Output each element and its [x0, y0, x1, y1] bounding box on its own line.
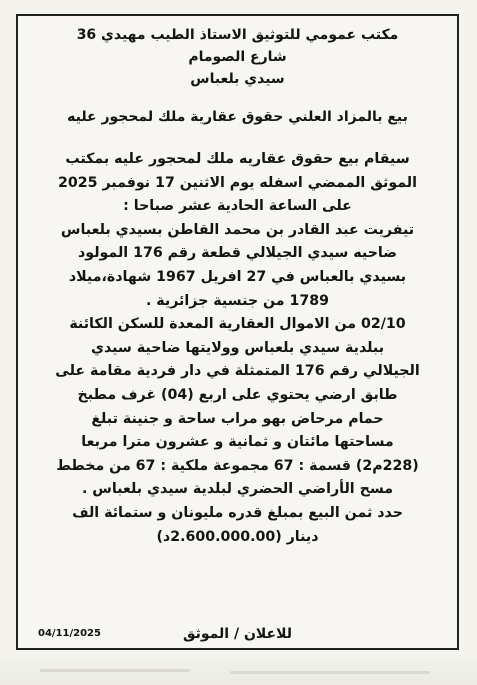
- body-line: تيفريت عبد القادر بن محمد القاطن بسيدي بلعباس: [60, 221, 415, 238]
- office-name: مكتب عمومي للتوثيق الاستاذ الطيب مهيدي 36: [76, 27, 399, 43]
- body-line: مسح الأراضي الحضري لبلدية سيدي بلعباس .: [81, 481, 394, 498]
- body-line: (228م2) قسمة : 67 مجموعة ملكية : 67 من مخطط: [56, 457, 419, 474]
- publication-date: 04/11/2025: [38, 628, 101, 639]
- office-street: شارع الصومام: [188, 49, 287, 65]
- body-line: 02/10 من الاموال العقارية المعدة للسكن الكائنة: [69, 316, 406, 333]
- body-line: دينار (2.600.000.00د): [156, 528, 319, 545]
- body-line: مساحتها مائتان و ثمانية و عشرون مترا مربعا: [81, 434, 394, 451]
- office-city: سيدي بلعباس: [190, 71, 285, 87]
- body-line: ضاحيه سيدي الجيلالي قطعة رقم 176 المولود: [78, 245, 397, 262]
- body-line: الجيلالي رقم 176 المتمثلة في دار فردية مقامة على: [55, 363, 420, 380]
- notary-signature: للاعلان / الموثق: [183, 626, 292, 642]
- body-line: سيقام بيع حقوق عقاريه ملك لمحجور عليه بمكتب: [65, 151, 410, 167]
- body-line: الموثق الممضي اسفله يوم الاثنين 17 نوفمبر 2025: [58, 174, 417, 191]
- body-line: 1789 من جنسية جزائرية .: [145, 292, 330, 309]
- faded-text-line: [40, 669, 190, 672]
- body-line: طابق ارضي يحتوي على اربع (04) غرف مطبخ: [77, 386, 398, 403]
- body-line: ببلدية سيدي بلعباس وولايتها ضاحية سيدي: [90, 339, 385, 356]
- legal-notice-box: [16, 14, 459, 650]
- notice-title: بيع بالمزاد العلني حقوق عقارية ملك لمحجور عليه: [67, 109, 408, 125]
- body-line: حدد ثمن البيع بمبلغ قدره مليونان و ستمائة الف: [72, 504, 403, 521]
- body-line: حمام مرحاض بهو مراب ساحة و جنينة تبلغ: [91, 410, 384, 427]
- notice-body: [32, 148, 443, 549]
- page-bleed-strip: [0, 659, 477, 685]
- notice-content: [18, 24, 457, 549]
- faded-text-line: [230, 671, 430, 674]
- body-line: بسيدي بالعباس في 27 افريل 1967 شهادة،ميلاد: [68, 268, 407, 285]
- body-line: على الساعة الحادية عشر صباحا :: [123, 198, 352, 215]
